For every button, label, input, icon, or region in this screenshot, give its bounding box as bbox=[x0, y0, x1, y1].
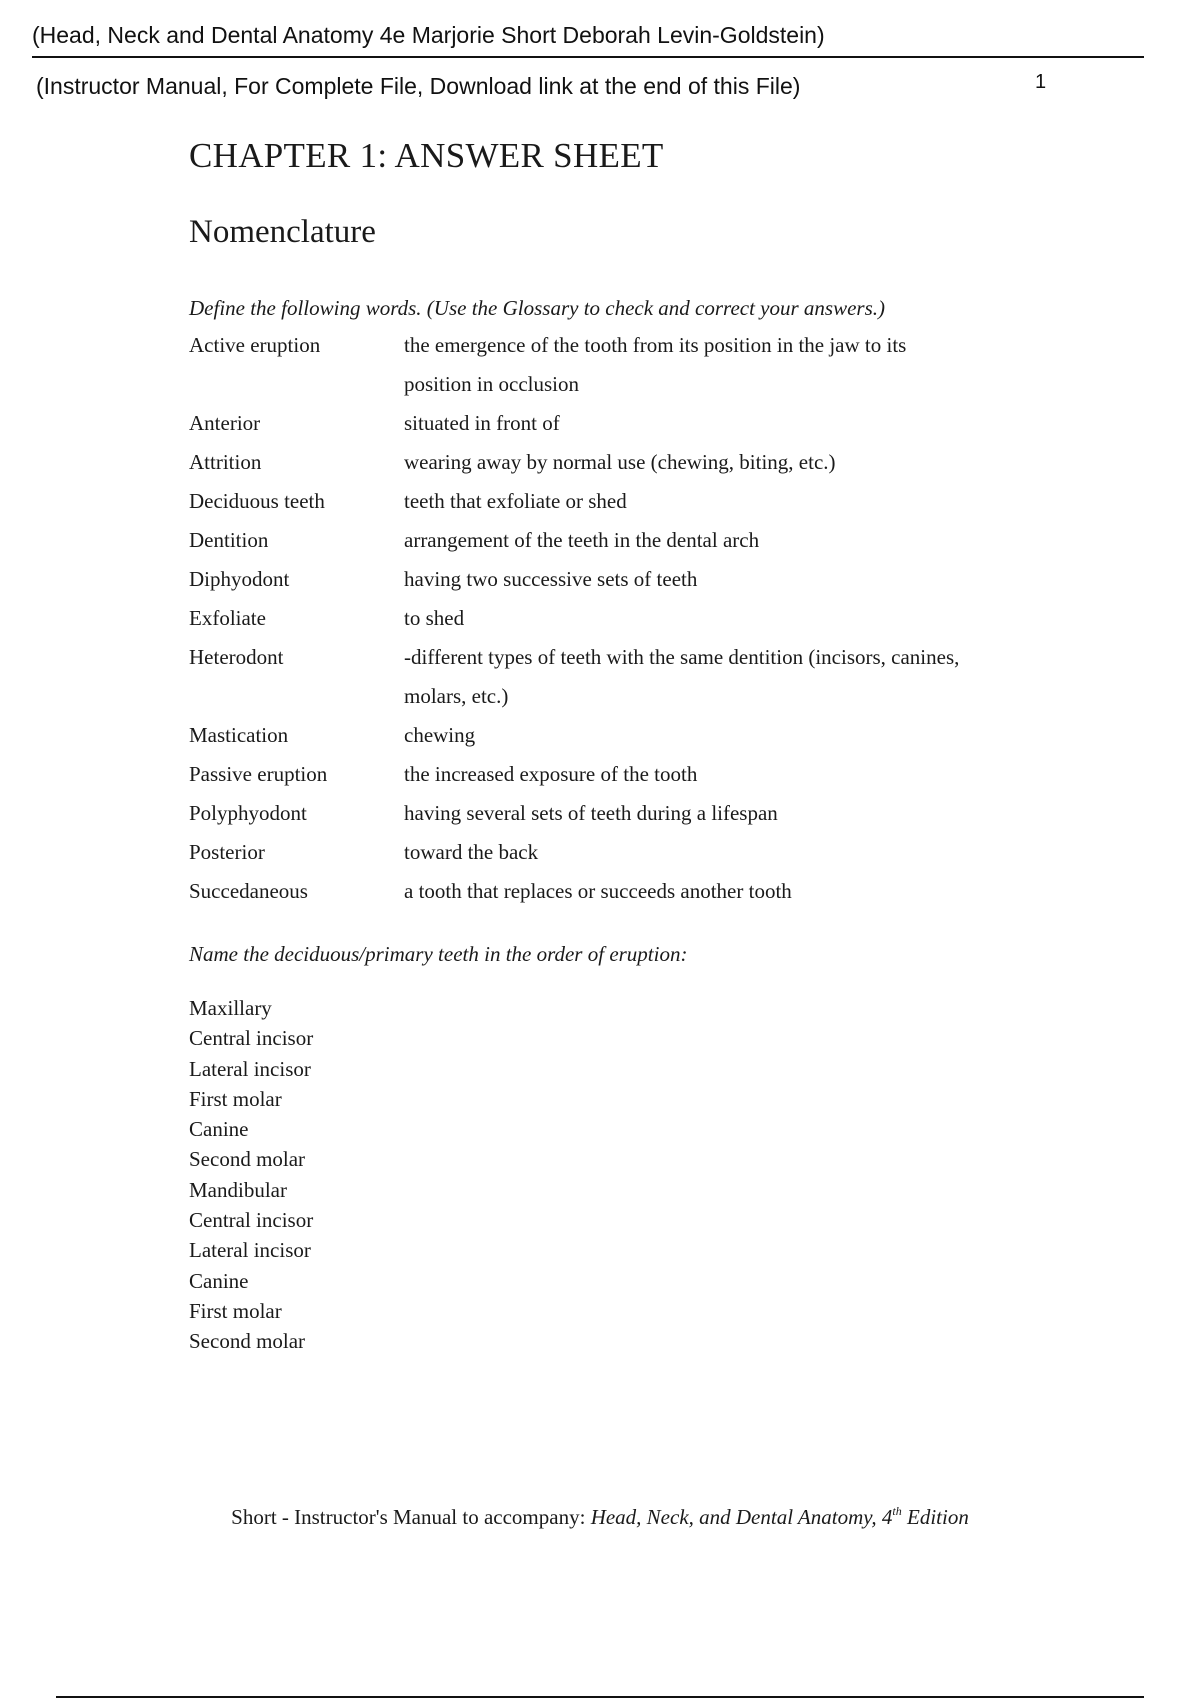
define-instruction: Define the following words. (Use the Glossary to check and correct your answers.) bbox=[189, 296, 886, 320]
terms-table bbox=[189, 326, 1009, 911]
term-label: Mastication bbox=[189, 723, 289, 747]
header-subtitle: (Instructor Manual, For Complete File, Download link at the end of this File) bbox=[36, 73, 801, 99]
term-row bbox=[189, 482, 1009, 521]
term-definition: teeth that exfoliate or shed bbox=[404, 489, 627, 513]
term-row bbox=[189, 560, 1009, 599]
term-definition: chewing bbox=[404, 723, 476, 747]
term-row bbox=[189, 716, 1009, 755]
chapter-title: CHAPTER 1: ANSWER SHEET bbox=[189, 136, 664, 175]
header-title: (Head, Neck and Dental Anatomy 4e Marjorie Short Deborah Levin-Goldstein) bbox=[32, 22, 825, 48]
term-label: Heterodont bbox=[189, 645, 284, 669]
list-item: First molar bbox=[189, 1086, 282, 1111]
page-number: 1 bbox=[1035, 71, 1047, 93]
term-label: Succedaneous bbox=[189, 879, 308, 903]
eruption-order-list bbox=[189, 993, 313, 1357]
term-row bbox=[189, 833, 1009, 872]
term-label: Active eruption bbox=[189, 333, 321, 357]
list-item: Lateral incisor bbox=[189, 1238, 311, 1263]
page-footer bbox=[0, 1504, 1200, 1530]
term-label: Polyphyodont bbox=[189, 801, 307, 825]
list-item: Maxillary bbox=[189, 996, 272, 1020]
term-label: Passive eruption bbox=[189, 762, 328, 786]
term-label: Deciduous teeth bbox=[189, 489, 325, 513]
header-divider bbox=[32, 56, 1144, 58]
term-row bbox=[189, 872, 1009, 911]
list-item: Mandibular bbox=[189, 1177, 287, 1202]
term-label: Exfoliate bbox=[189, 606, 266, 630]
term-definition: -different types of teeth with the same dentition (incisors, canines, molars, etc.) bbox=[404, 645, 960, 708]
footer-superscript: th bbox=[892, 1504, 902, 1518]
term-row bbox=[189, 326, 1009, 404]
list-item: Second molar bbox=[189, 1147, 306, 1172]
term-row bbox=[189, 755, 1009, 794]
term-definition: toward the back bbox=[404, 840, 539, 864]
term-definition: to shed bbox=[404, 606, 465, 630]
section-title: Nomenclature bbox=[189, 214, 376, 250]
term-row bbox=[189, 521, 1009, 560]
term-label: Dentition bbox=[189, 528, 269, 552]
term-row bbox=[189, 794, 1009, 833]
bottom-divider bbox=[56, 1696, 1144, 1698]
term-definition: arrangement of the teeth in the dental arch bbox=[404, 528, 760, 552]
term-row bbox=[189, 404, 1009, 443]
term-definition: the emergence of the tooth from its position in the jaw to its position in occlusion bbox=[404, 333, 907, 396]
list-item: Lateral incisor bbox=[189, 1056, 311, 1081]
term-definition: the increased exposure of the tooth bbox=[404, 762, 698, 786]
list-item: First molar bbox=[189, 1298, 282, 1323]
eruption-instruction: Name the deciduous/primary teeth in the order of eruption: bbox=[189, 942, 688, 966]
term-label: Posterior bbox=[189, 840, 265, 864]
term-row bbox=[189, 443, 1009, 482]
footer-edition: Edition bbox=[901, 1505, 969, 1529]
term-definition: wearing away by normal use (chewing, biting, etc.) bbox=[404, 450, 836, 474]
term-definition: situated in front of bbox=[404, 411, 560, 435]
list-item: Central incisor bbox=[189, 1026, 314, 1051]
list-item: Central incisor bbox=[189, 1208, 314, 1233]
list-item: Second molar bbox=[189, 1329, 306, 1354]
term-row bbox=[189, 638, 1009, 716]
footer-book-title: Head, Neck, and Dental Anatomy, 4 bbox=[590, 1505, 893, 1529]
list-item: Canine bbox=[189, 1117, 249, 1142]
list-item: Canine bbox=[189, 1268, 249, 1293]
term-label: Diphyodont bbox=[189, 567, 290, 591]
term-label: Anterior bbox=[189, 411, 261, 435]
term-row bbox=[189, 599, 1009, 638]
term-definition: having several sets of teeth during a lifespan bbox=[404, 801, 778, 825]
footer-prefix: Short - Instructor's Manual to accompany: bbox=[231, 1505, 591, 1529]
term-definition: a tooth that replaces or succeeds another tooth bbox=[404, 879, 792, 903]
term-label: Attrition bbox=[189, 450, 262, 474]
term-definition: having two successive sets of teeth bbox=[404, 567, 698, 591]
